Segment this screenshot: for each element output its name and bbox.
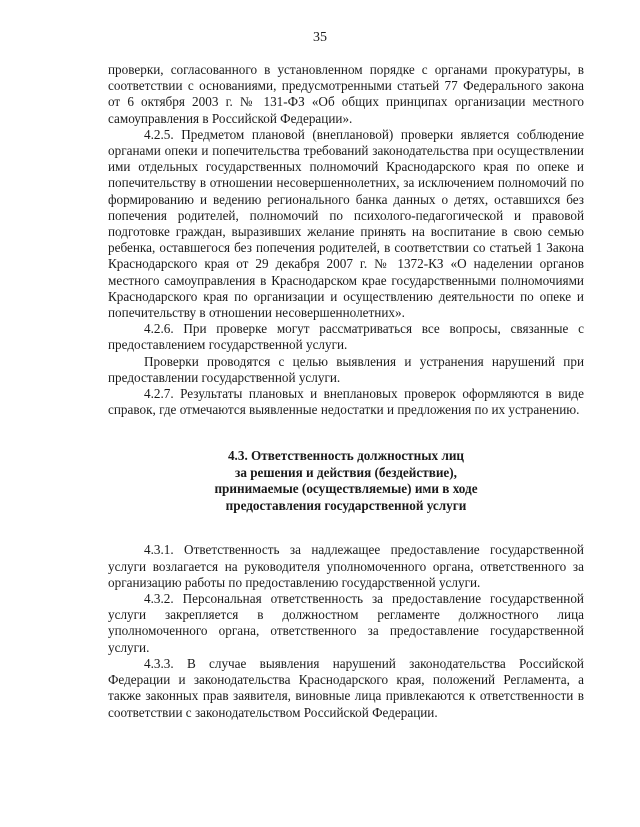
page-number: 35 [313, 30, 327, 45]
document-body [108, 62, 584, 721]
paragraph: 4.3.1. Ответственность за надлежащее предоставление государственной услуги возлагается на руководителя уполномоченного органа, ответственного за организацию работы по предоставлению государственной услуги. [108, 542, 584, 590]
section-heading-line: принимаемые (осуществляемые) ими в ходе [214, 481, 478, 497]
paragraph: проверки, согласованного в установленном порядке с органами прокуратуры, в соответствии с основаниями, предусмотренными статьей 77 Федерального закона от 6 октября 2003 г. № 131-ФЗ «Об общих принципах организации местного самоуправления в Российской Федерации». [108, 62, 584, 126]
paragraph: 4.3.2. Персональная ответственность за предоставление государственной услуги закрепляется в должностном регламенте должностного лица уполномоченного органа, ответственного за предоставление государственной услуги. [108, 591, 584, 655]
section-heading-line: 4.3. Ответственность должностных лиц [227, 448, 465, 464]
section-heading [108, 448, 584, 514]
paragraph: 4.3.3. В случае выявления нарушений законодательства Российской Федерации и законодательства Краснодарского края, положений Регламента, а также законных прав заявителя, виновные лица привлекаются к ответственности в соответствии с законодательством Российской Федерации. [108, 655, 584, 720]
paragraph: 4.2.7. Результаты плановых и внеплановых проверок оформляются в виде справок, где отмечаются выявленные недостатки и предложения по их устранению. [108, 386, 584, 418]
paragraph: Проверки проводятся с целью выявления и устранения нарушений при предоставлении государственной услуги. [108, 353, 584, 385]
paragraph: 4.2.5. Предметом плановой (внеплановой) проверки является соблюдение органами опеки и попечительства требований законодательства при осуществлении ими отдельных государственных полномочий Краснодарского края по опеке и попечительству в отношении несовершеннолетних, за исключением полномочий по формированию и ведению регионального банка данных о детях, оставшихся без попечения родителей, полномочий по психолого-педагогической и правовой подготовке граждан, выразивших желание принять на воспитание в свою семью ребенка, оставшегося без попечения родителей, в соответствии со статьей 1 Закона Краснодарского края от 29 декабря 2007 г. № 1372-КЗ «О наделении органов местного самоуправления в Краснодарском крае государственными полномочиями Краснодарского края по организации и осуществлению деятельности по опеке и попечительству в отношении несовершеннолетних». [108, 126, 584, 321]
section-heading-line: предоставления государственной услуги [225, 497, 467, 513]
section-heading-line: за решения и действия (бездействие), [235, 464, 457, 480]
paragraph: 4.2.6. При проверке могут рассматриваться все вопросы, связанные с предоставлением государственной услуги. [108, 321, 584, 353]
